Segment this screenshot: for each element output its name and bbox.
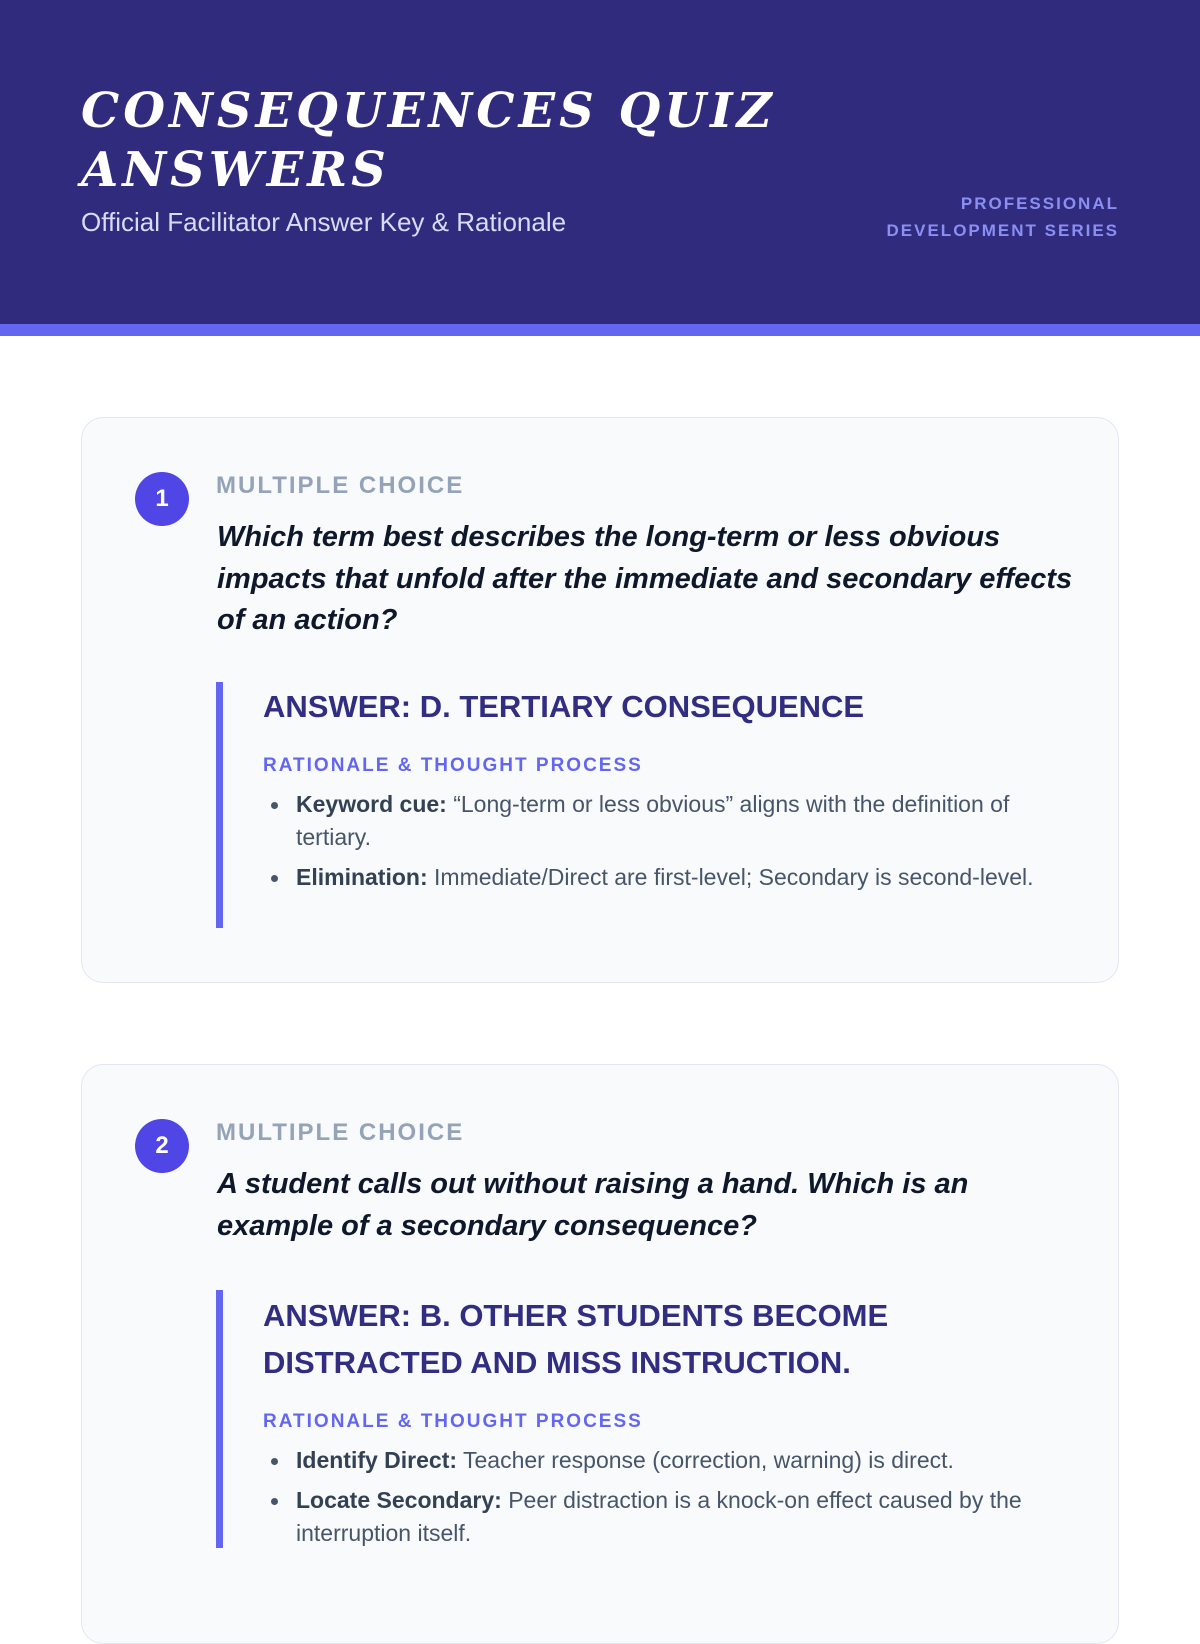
question-card xyxy=(81,417,1119,983)
series-label: PROFESSIONAL DEVELOPMENT SERIES xyxy=(886,194,1119,240)
question-card xyxy=(81,1064,1119,1644)
bullet-dot-icon xyxy=(271,1458,278,1465)
bullet-dot-icon xyxy=(271,1498,278,1505)
rationale-item-lead: Keyword cue: xyxy=(296,791,447,817)
rationale-item xyxy=(263,788,1056,854)
question-type-label: MULTIPLE CHOICE xyxy=(216,472,465,499)
answer-heading: ANSWER: B. OTHER STUDENTS BECOME DISTRACTED AND MISS INSTRUCTION. xyxy=(263,1298,889,1380)
rationale-item-lead: Elimination: xyxy=(296,864,428,890)
page-header xyxy=(0,0,1200,336)
rationale-item xyxy=(263,861,1056,894)
rationale-item-text: Immediate/Direct are first-level; Secondary is second-level. xyxy=(434,864,1034,890)
question-number-badge: 1 xyxy=(135,472,189,526)
bullet-dot-icon xyxy=(271,875,278,882)
rationale-list xyxy=(263,788,1056,894)
question-number-badge: 2 xyxy=(135,1119,189,1173)
page-title: CONSEQUENCES QUIZ ANSWERS xyxy=(81,83,776,198)
answer-block xyxy=(216,1290,1056,1548)
answer-block xyxy=(216,682,1056,928)
rationale-item xyxy=(263,1484,1056,1550)
rationale-label: RATIONALE & THOUGHT PROCESS xyxy=(263,755,643,776)
rationale-item-text: Peer distraction is a knock-on effect caused by the interruption itself. xyxy=(296,1487,1022,1546)
question-text: Which term best describes the long-term or less obvious impacts that unfold after the immediate and secondary effects of an action? xyxy=(217,521,1073,636)
rationale-item-text: Teacher response (correction, warning) is direct. xyxy=(463,1447,954,1473)
rationale-item xyxy=(263,1444,1056,1477)
rationale-item-text: “Long-term or less obvious” aligns with the definition of tertiary. xyxy=(296,791,1010,850)
bullet-dot-icon xyxy=(271,802,278,809)
rationale-list xyxy=(263,1444,1056,1550)
rationale-item-lead: Locate Secondary: xyxy=(296,1487,502,1513)
question-type-label: MULTIPLE CHOICE xyxy=(216,1119,465,1146)
rationale-item-lead: Identify Direct: xyxy=(296,1447,458,1473)
answer-heading: ANSWER: D. TERTIARY CONSEQUENCE xyxy=(263,689,865,724)
rationale-label: RATIONALE & THOUGHT PROCESS xyxy=(263,1411,643,1432)
page-subtitle: Official Facilitator Answer Key & Rationale xyxy=(81,207,567,237)
question-text: A student calls out without raising a hand. Which is an example of a secondary consequence? xyxy=(217,1168,969,1242)
